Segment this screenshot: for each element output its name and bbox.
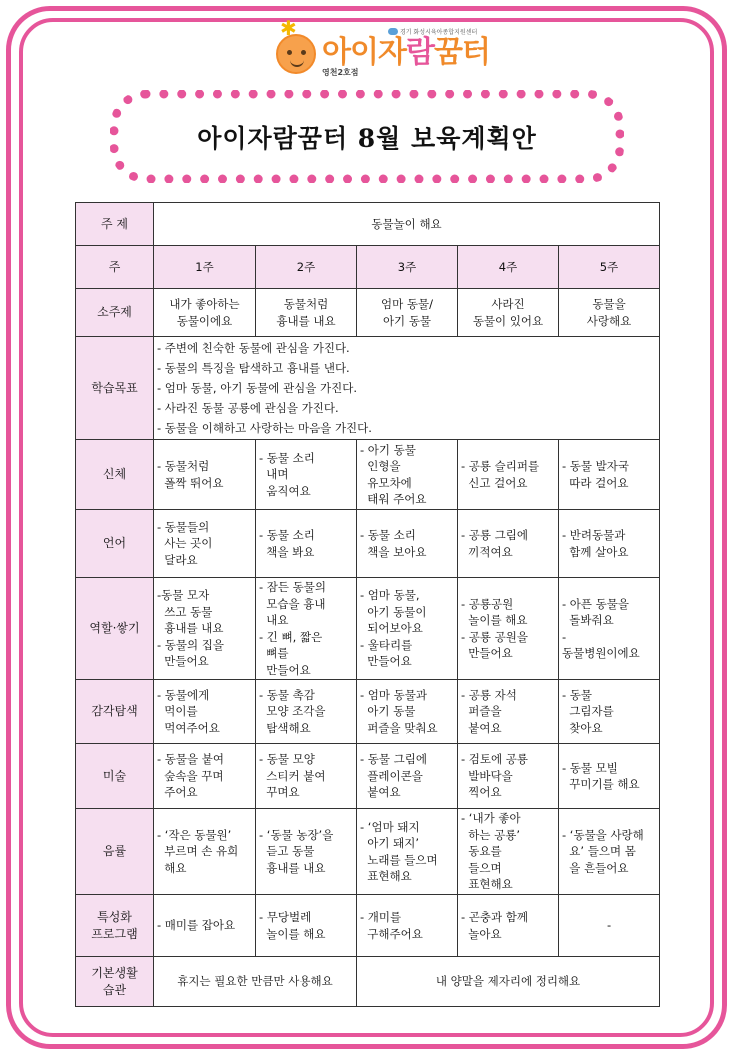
role-play-cell: - 아픈 동물을 돌봐줘요 - 동물병원이에요: [559, 578, 660, 680]
role-play-cell: - 엄마 동물, 아기 동물이 되어보아요 - 울타리를 만들어요: [357, 578, 458, 680]
row-goals: [76, 337, 660, 440]
goal-line: - 동물을 이해하고 사랑하는 마음을 가진다.: [157, 421, 372, 435]
row-physical: [76, 440, 660, 510]
goals-label: 학습목표: [76, 337, 154, 440]
row-theme: [76, 203, 660, 246]
week-2: 2주: [256, 246, 357, 289]
physical-cell: - 동물 발자국 따라 걸어요: [559, 440, 660, 510]
row-art: [76, 744, 660, 809]
star-icon: ✱: [280, 16, 297, 40]
language-label: 언어: [76, 510, 154, 578]
page-title: 아이자람꿈터 8월 보육계획안: [197, 123, 537, 153]
branch-name: 영천2호점: [322, 68, 359, 77]
center-logo-icon: [388, 28, 398, 35]
role-play-cell: - 잠든 동물의 모습을 흉내 내요 - 긴 뼈, 짧은 뼈를 만들어요: [256, 578, 357, 680]
role-play-cell: -동물 모자 쓰고 동물 흉내를 내요 - 동물의 집을 만들어요: [154, 578, 256, 680]
week-3: 3주: [357, 246, 458, 289]
week-4: 4주: [458, 246, 559, 289]
title-box: [110, 90, 624, 183]
subtheme-cell: 사라진 동물이 있어요: [458, 289, 559, 337]
sensory-cell: - 동물에게 먹이를 먹여주어요: [154, 680, 256, 744]
special-label: 특성화 프로그램: [76, 895, 154, 957]
physical-label: 신체: [76, 440, 154, 510]
music-cell: - ‘동물을 사랑해 요’ 들으며 몸 을 흔들어요: [559, 809, 660, 895]
goals-value: [154, 337, 660, 440]
art-label: 미술: [76, 744, 154, 809]
theme-value: 동물놀이 해요: [154, 203, 660, 246]
child-face-icon: [276, 34, 316, 74]
role-play-cell: - 공룡공원 놀이를 해요 - 공룡 공원을 만들어요: [458, 578, 559, 680]
weeks-label: 주: [76, 246, 154, 289]
goal-line: - 엄마 동물, 아기 동물에 관심을 가진다.: [157, 381, 358, 395]
habits-right: 내 양말을 제자리에 정리해요: [357, 957, 660, 1007]
goal-line: - 동물의 특징을 탐색하고 흉내를 낸다.: [157, 361, 350, 375]
special-cell: - 무당벌레 놀이를 해요: [256, 895, 357, 957]
physical-cell: - 아기 동물 인형을 유모차에 태워 주어요: [357, 440, 458, 510]
subtheme-cell: 엄마 동물/ 아기 동물: [357, 289, 458, 337]
physical-cell: - 동물 소리 내며 움직여요: [256, 440, 357, 510]
habits-left: 휴지는 필요한 만큼만 사용해요: [154, 957, 357, 1007]
subtheme-cell: 동물처럼 흉내를 내요: [256, 289, 357, 337]
row-music: [76, 809, 660, 895]
row-special: [76, 895, 660, 957]
music-cell: - ‘작은 동물원’ 부르며 손 유희 해요: [154, 809, 256, 895]
plan-table: [75, 202, 660, 1007]
art-cell: - 동물을 붙여 숲속을 꾸며 주어요: [154, 744, 256, 809]
sensory-cell: - 엄마 동물과 아기 동물 퍼즐을 맞춰요: [357, 680, 458, 744]
week-5: 5주: [559, 246, 660, 289]
language-cell: - 반려동물과 함께 살아요: [559, 510, 660, 578]
center-name: 경기 화성시육아종합지원센터: [388, 27, 477, 36]
music-cell: - ‘동물 농장’을 듣고 동물 흉내를 내요: [256, 809, 357, 895]
physical-cell: - 동물처럼 폴짝 뛰어요: [154, 440, 256, 510]
week-1: 1주: [154, 246, 256, 289]
row-habits: [76, 957, 660, 1007]
row-subtheme: [76, 289, 660, 337]
goal-line: - 사라진 동물 공룡에 관심을 가진다.: [157, 401, 339, 415]
subtheme-label: 소주제: [76, 289, 154, 337]
art-cell: - 검토에 공룡 발바닥을 찍어요: [458, 744, 559, 809]
music-cell: - ‘엄마 돼지 아기 돼지’ 노래를 들으며 표현해요: [357, 809, 458, 895]
subtheme-cell: 동물을 사랑해요: [559, 289, 660, 337]
logo-title: 아이자람꿈터: [322, 35, 490, 70]
sensory-cell: - 공룡 자석 퍼즐을 붙여요: [458, 680, 559, 744]
language-cell: - 공룡 그림에 끼적여요: [458, 510, 559, 578]
art-cell: - 동물 모양 스티커 붙여 꾸며요: [256, 744, 357, 809]
row-sensory: [76, 680, 660, 744]
language-cell: - 동물 소리 책을 보아요: [357, 510, 458, 578]
art-cell: - 동물 그림에 플레이콘을 붙여요: [357, 744, 458, 809]
role-play-label: 역할·쌓기: [76, 578, 154, 680]
special-cell: - 매미를 잡아요: [154, 895, 256, 957]
theme-label: 주 제: [76, 203, 154, 246]
row-language: [76, 510, 660, 578]
music-cell: - ‘내가 좋아 하는 공룡’ 동요를 들으며 표현해요: [458, 809, 559, 895]
physical-cell: - 공룡 슬리퍼를 신고 걸어요: [458, 440, 559, 510]
language-cell: - 동물들의 사는 곳이 달라요: [154, 510, 256, 578]
habits-label: 기본생활 습관: [76, 957, 154, 1007]
language-cell: - 동물 소리 책을 봐요: [256, 510, 357, 578]
special-cell: -: [559, 895, 660, 957]
subtheme-cell: 내가 좋아하는 동물이에요: [154, 289, 256, 337]
music-label: 음률: [76, 809, 154, 895]
sensory-cell: - 동물 그림자를 찾아요: [559, 680, 660, 744]
special-cell: - 곤충과 함께 놀아요: [458, 895, 559, 957]
logo: [270, 16, 510, 84]
sensory-cell: - 동물 촉감 모양 조각을 탐색해요: [256, 680, 357, 744]
sensory-label: 감각탐색: [76, 680, 154, 744]
row-role-play: [76, 578, 660, 680]
special-cell: - 개미를 구해주어요: [357, 895, 458, 957]
row-weeks: [76, 246, 660, 289]
goal-line: - 주변에 친숙한 동물에 관심을 가진다.: [157, 341, 350, 355]
art-cell: - 동물 모빌 꾸미기를 해요: [559, 744, 660, 809]
